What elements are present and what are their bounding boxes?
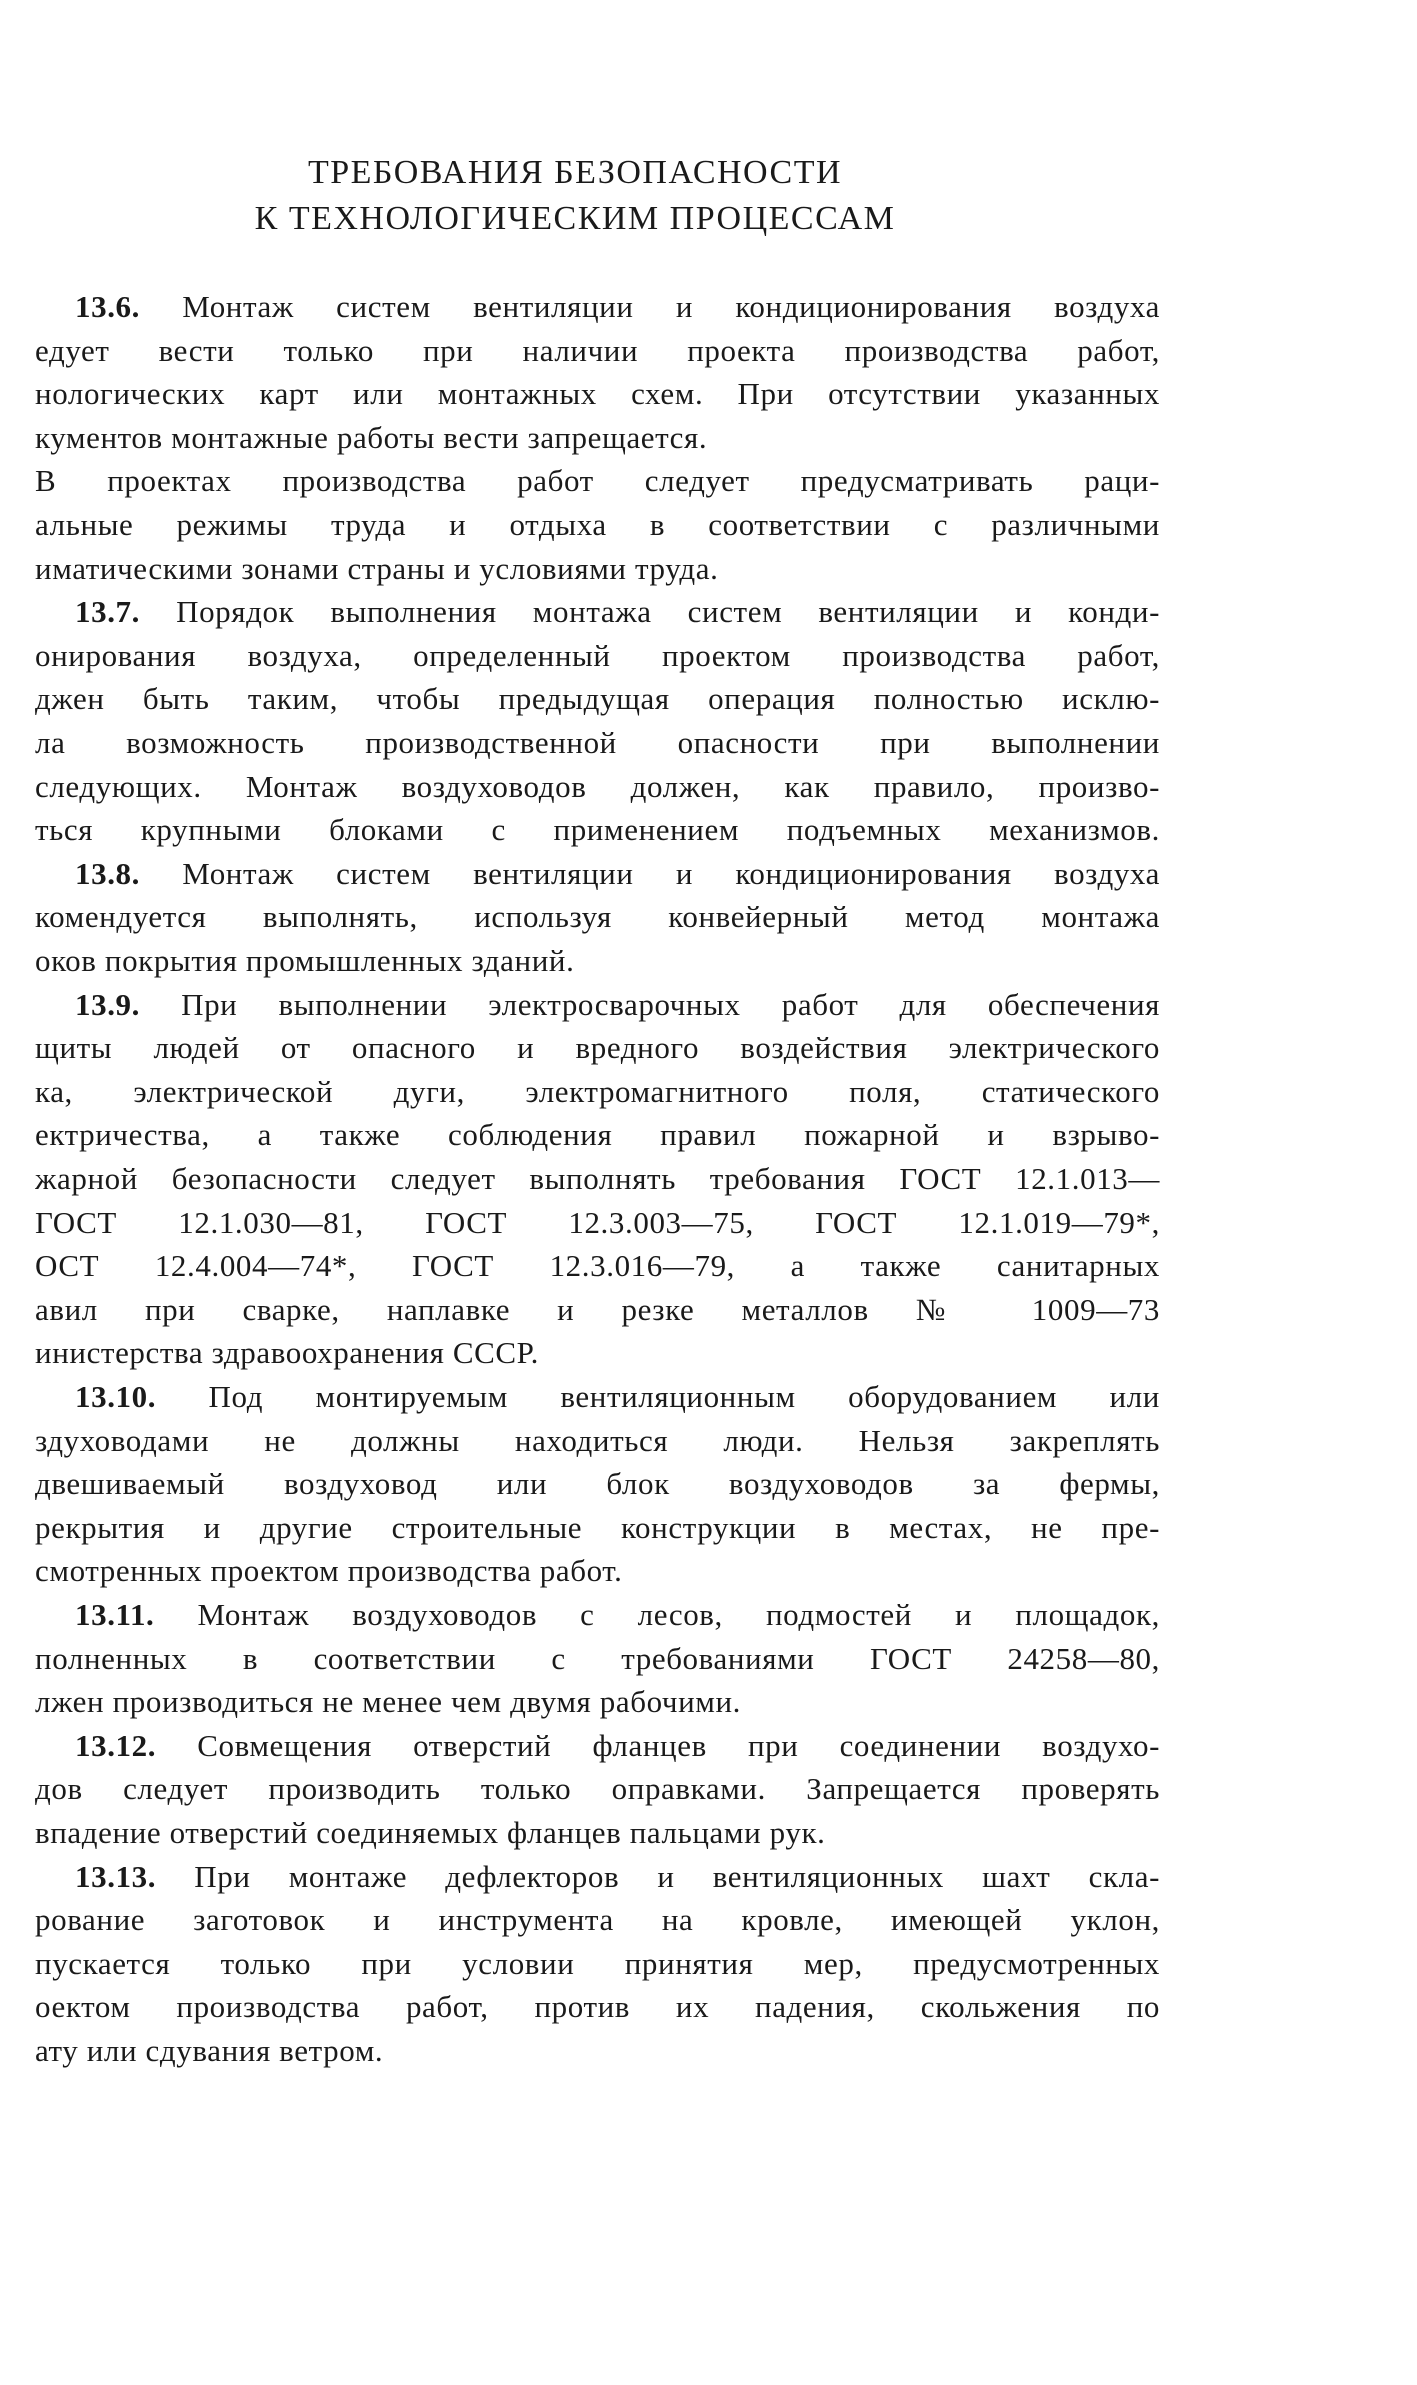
text-line (35, 416, 1160, 460)
line-text: онирования воздуха, определенный проектом производства работ, (35, 637, 1160, 673)
clause-number: 13.12. (75, 1727, 198, 1763)
text-line (35, 1985, 1160, 2029)
text-line (35, 1680, 1160, 1724)
text-line (35, 547, 1160, 591)
line-text: инистерства здравоохранения СССР. (35, 1335, 539, 1371)
clause-first-line (75, 1855, 1160, 1899)
text-line (35, 1288, 1160, 1332)
clause-number: 13.8. (75, 855, 183, 891)
clause-first-line (75, 983, 1160, 1027)
text-line (35, 372, 1160, 416)
clause-number: 13.11. (75, 1597, 198, 1632)
line-text: кументов монтажные работы вести запрещается. (35, 419, 708, 455)
line-text: ОСТ 12.4.004—74*, ГОСТ 12.3.016—79, а также санитарных (35, 1248, 1160, 1284)
text-line (35, 459, 1160, 503)
text-line (35, 677, 1160, 721)
line-text: ату или сдувания ветром. (35, 2033, 384, 2068)
text-line (35, 895, 1160, 939)
line-text: ГОСТ 12.1.030—81, ГОСТ 12.3.003—75, ГОСТ 12.1.019—79*, (35, 1204, 1160, 1240)
text-line (35, 765, 1160, 809)
line-text: ектричества, а также соблюдения правил пожарной и взрыво- (35, 1117, 1160, 1153)
text-line (35, 1201, 1160, 1245)
clause-first-line (75, 1375, 1160, 1419)
line-text: жарной безопасности следует выполнять требования ГОСТ 12.1.013— (35, 1161, 1160, 1196)
line-text: двешиваемый воздуховод или блок воздуховодов за фермы, (35, 1466, 1160, 1502)
clause-first-line (75, 1724, 1160, 1768)
text-line (35, 1898, 1160, 1942)
text-line (35, 2029, 1160, 2073)
line-text: щиты людей от опасного и вредного воздействия электрического (35, 1030, 1160, 1066)
line-text: оков покрытия промышленных зданий. (35, 943, 575, 978)
line-text: Под монтируемым вентиляционным оборудованием или (208, 1379, 1160, 1414)
text-line (35, 1506, 1160, 1550)
line-text: едует вести только при наличии проекта производства работ, (35, 332, 1160, 368)
text-line (35, 1637, 1160, 1681)
line-text: нологических карт или монтажных схем. При отсутствии указанных (35, 376, 1160, 412)
line-text: При выполнении электросварочных работ для обеспечения (181, 986, 1160, 1022)
page-title-line-1: ТРЕБОВАНИЯ БЕЗОПАСНОСТИ (307, 154, 843, 191)
line-text: пускается только при условии принятия мер, предусмотренных (35, 1945, 1160, 1981)
line-text: оектом производства работ, против их падения, скольжения по (35, 1989, 1160, 2025)
line-text: Монтаж систем вентиляции и кондиционирования воздуха (182, 289, 1160, 324)
clause-number: 13.7. (75, 594, 177, 630)
line-text: В проектах производства работ следует предусматривать раци- (35, 463, 1160, 499)
line-text: ка, электрической дуги, электромагнитного поля, статического (35, 1073, 1160, 1109)
line-text: рование заготовок и инструмента на кровле, имеющей уклон, (35, 1902, 1160, 1938)
text-line (35, 503, 1160, 547)
text-line (35, 1462, 1160, 1506)
line-text: впадение отверстий соединяемых фланцев пальцами рук. (35, 1815, 826, 1850)
clause-number: 13.9. (75, 986, 182, 1022)
clause-number: 13.6. (75, 289, 183, 324)
text-line (35, 1549, 1160, 1593)
text-line (35, 1113, 1160, 1157)
text-line (35, 721, 1160, 765)
line-text: смотренных проектом производства работ. (35, 1553, 623, 1589)
line-text: рекрытия и другие строительные конструкции в местах, не пре- (35, 1509, 1160, 1545)
text-line (35, 1026, 1160, 1070)
line-text: альные режимы труда и отдыха в соответствии с различными (35, 507, 1160, 542)
clause-number: 13.10. (75, 1379, 209, 1414)
line-text: ться крупными блоками с применением подъемных механизмов. (35, 812, 1160, 848)
text-line (35, 1070, 1160, 1114)
line-text: ла возможность производственной опасности при выполнении (35, 725, 1160, 760)
line-text: комендуется выполнять, используя конвейерный метод монтажа (35, 899, 1160, 935)
clause-first-line (75, 1593, 1160, 1637)
text-line (35, 1331, 1160, 1375)
text-line (35, 329, 1160, 373)
line-text: полненных в соответствии с требованиями ГОСТ 24258—80, (35, 1640, 1160, 1676)
clause-first-line (75, 285, 1160, 329)
text-line (35, 1157, 1160, 1201)
line-text: здуховодами не должны находиться люди. Нельзя закреплять (35, 1422, 1160, 1458)
page-title-line-2: К ТЕХНОЛОГИЧЕСКИМ ПРОЦЕССАМ (254, 200, 896, 237)
line-text: авил при сварке, наплавке и резке металлов № 1009—73 (35, 1291, 1160, 1327)
line-text: лжен производиться не менее чем двумя рабочими. (35, 1684, 742, 1720)
clause-first-line (75, 852, 1160, 896)
line-text: дов следует производить только оправками. Запрещается проверять (35, 1771, 1160, 1807)
line-text: Монтаж систем вентиляции и кондиционирования воздуха (182, 855, 1160, 891)
clause-number: 13.13. (75, 1858, 195, 1894)
line-text: Монтаж воздуховодов с лесов, подмостей и площадок, (197, 1597, 1160, 1632)
line-text: иматическими зонами страны и условиями труда. (35, 550, 719, 586)
line-text: джен быть таким, чтобы предыдущая операция полностью исклю- (35, 681, 1160, 717)
text-line (35, 808, 1160, 852)
clause-first-line (75, 590, 1160, 634)
text-line (35, 1942, 1160, 1986)
text-line (35, 1811, 1160, 1855)
text-line (35, 1767, 1160, 1811)
line-text: При монтаже дефлекторов и вентиляционных шахт скла- (194, 1858, 1160, 1894)
text-line (35, 939, 1160, 983)
text-line (35, 634, 1160, 678)
line-text: следующих. Монтаж воздуховодов должен, как правило, произво- (35, 768, 1160, 804)
line-text: Порядок выполнения монтажа систем вентиляции и конди- (176, 594, 1160, 630)
text-line (35, 1419, 1160, 1463)
text-line (35, 1244, 1160, 1288)
line-text: Совмещения отверстий фланцев при соединении воздухо- (197, 1727, 1160, 1763)
